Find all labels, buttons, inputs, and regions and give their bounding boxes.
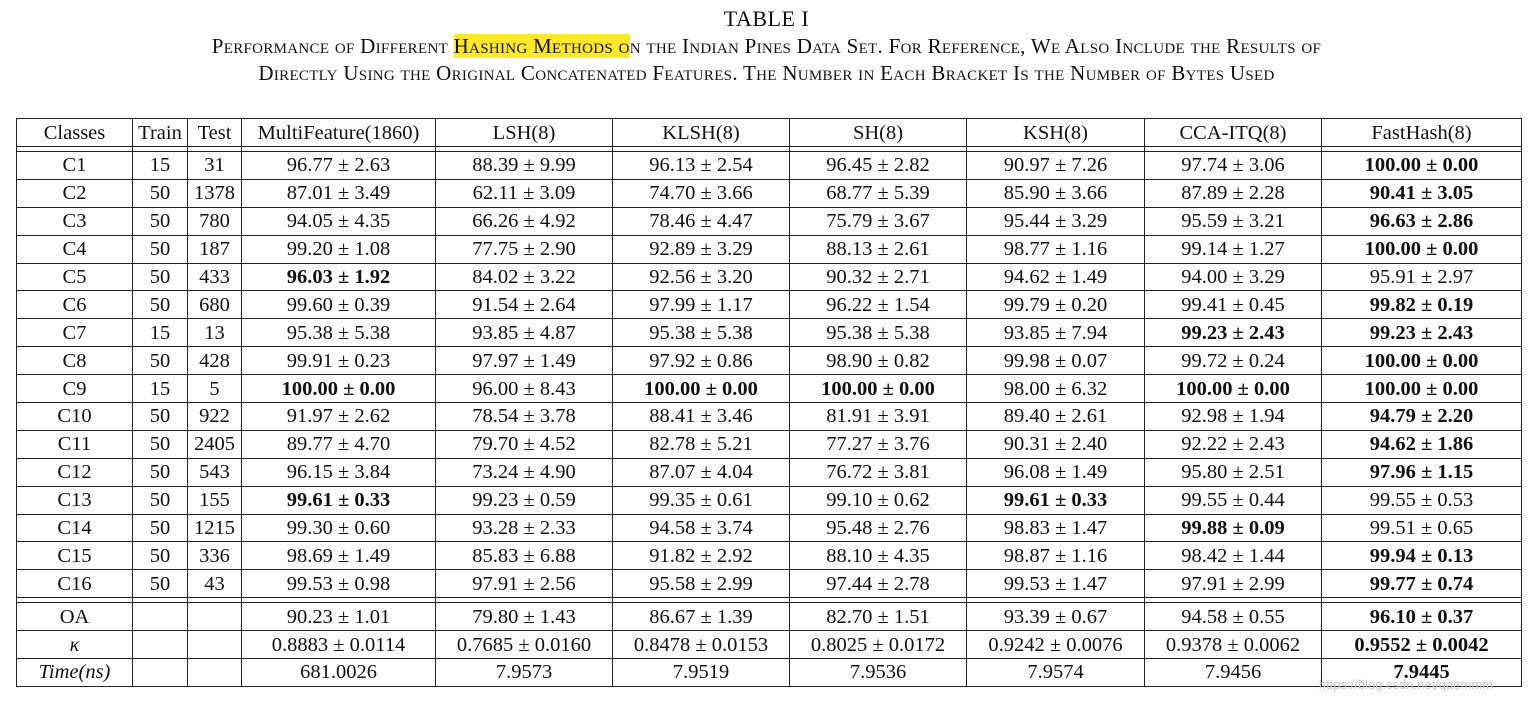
column-header: Train	[133, 119, 188, 147]
value-cell: 99.61 ± 0.33	[967, 486, 1145, 514]
value-cell: 97.97 ± 1.49	[436, 347, 613, 375]
value-cell: 98.69 ± 1.49	[242, 542, 436, 570]
value-cell: 88.13 ± 2.61	[790, 235, 967, 263]
value-cell: 7.9574	[967, 659, 1145, 687]
row-label: C13	[17, 486, 133, 514]
value-cell: 7.9456	[1145, 659, 1322, 687]
value-cell: 7.9573	[436, 659, 613, 687]
value-cell: 95.80 ± 2.51	[1145, 458, 1322, 486]
value-cell: 96.45 ± 2.82	[790, 152, 967, 180]
train-count: 15	[133, 319, 188, 347]
value-cell: 97.99 ± 1.17	[613, 291, 790, 319]
value-cell: 94.05 ± 4.35	[242, 207, 436, 235]
value-cell: 99.91 ± 0.23	[242, 347, 436, 375]
value-cell: 90.41 ± 3.05	[1322, 179, 1522, 207]
value-cell: 99.61 ± 0.33	[242, 486, 436, 514]
row-label: OA	[17, 603, 133, 631]
table-row	[17, 631, 1522, 659]
value-cell: 96.00 ± 8.43	[436, 375, 613, 403]
value-cell: 7.9519	[613, 659, 790, 687]
value-cell: 93.85 ± 7.94	[967, 319, 1145, 347]
column-header: Test	[188, 119, 242, 147]
value-cell: 95.59 ± 3.21	[1145, 207, 1322, 235]
value-cell: 94.58 ± 3.74	[613, 514, 790, 542]
table-row	[17, 263, 1522, 291]
value-cell: 92.56 ± 3.20	[613, 263, 790, 291]
test-count: 155	[188, 486, 242, 514]
test-count	[188, 659, 242, 687]
value-cell: 97.92 ± 0.86	[613, 347, 790, 375]
value-cell: 96.77 ± 2.63	[242, 152, 436, 180]
value-cell: 0.7685 ± 0.0160	[436, 631, 613, 659]
test-count: 543	[188, 458, 242, 486]
value-cell: 0.9378 ± 0.0062	[1145, 631, 1322, 659]
value-cell: 78.54 ± 3.78	[436, 403, 613, 431]
value-cell: 0.8025 ± 0.0172	[790, 631, 967, 659]
test-count	[188, 603, 242, 631]
value-cell: 99.55 ± 0.44	[1145, 486, 1322, 514]
value-cell: 99.35 ± 0.61	[613, 486, 790, 514]
value-cell: 79.80 ± 1.43	[436, 603, 613, 631]
table-row	[17, 570, 1522, 598]
value-cell: 94.58 ± 0.55	[1145, 603, 1322, 631]
test-count: 922	[188, 403, 242, 431]
table-row	[17, 319, 1522, 347]
value-cell: 77.27 ± 3.76	[790, 430, 967, 458]
value-cell: 89.77 ± 4.70	[242, 430, 436, 458]
test-count: 780	[188, 207, 242, 235]
value-cell: 95.44 ± 3.29	[967, 207, 1145, 235]
row-label: C12	[17, 458, 133, 486]
value-cell: 98.77 ± 1.16	[967, 235, 1145, 263]
train-count: 50	[133, 179, 188, 207]
test-count: 2405	[188, 430, 242, 458]
value-cell: 84.02 ± 3.22	[436, 263, 613, 291]
value-cell: 96.10 ± 0.37	[1322, 603, 1522, 631]
value-cell: 97.44 ± 2.78	[790, 570, 967, 598]
value-cell: 99.10 ± 0.62	[790, 486, 967, 514]
table-row	[17, 375, 1522, 403]
value-cell: 85.90 ± 3.66	[967, 179, 1145, 207]
value-cell: 97.91 ± 2.56	[436, 570, 613, 598]
value-cell: 95.38 ± 5.38	[790, 319, 967, 347]
value-cell: 91.97 ± 2.62	[242, 403, 436, 431]
test-count: 680	[188, 291, 242, 319]
table-title: TABLE I	[723, 6, 810, 31]
row-label: C5	[17, 263, 133, 291]
row-label: C11	[17, 430, 133, 458]
value-cell: 0.8883 ± 0.0114	[242, 631, 436, 659]
column-header: MultiFeature(1860)	[242, 119, 436, 147]
value-cell: 93.85 ± 4.87	[436, 319, 613, 347]
caption-text: n the Indian Pines Data Set. For Reference, We Also Include the Results of	[629, 34, 1322, 58]
column-header: FastHash(8)	[1322, 119, 1522, 147]
train-count: 15	[133, 375, 188, 403]
value-cell: 92.98 ± 1.94	[1145, 403, 1322, 431]
table-row	[17, 179, 1522, 207]
value-cell: 86.67 ± 1.39	[613, 603, 790, 631]
table-row	[17, 659, 1522, 687]
value-cell: 94.79 ± 2.20	[1322, 403, 1522, 431]
train-count: 15	[133, 152, 188, 180]
value-cell: 0.8478 ± 0.0153	[613, 631, 790, 659]
value-cell: 82.70 ± 1.51	[790, 603, 967, 631]
value-cell: 81.91 ± 3.91	[790, 403, 967, 431]
column-header: KSH(8)	[967, 119, 1145, 147]
value-cell: 94.00 ± 3.29	[1145, 263, 1322, 291]
value-cell: 681.0026	[242, 659, 436, 687]
value-cell: 79.70 ± 4.52	[436, 430, 613, 458]
table-row	[17, 430, 1522, 458]
value-cell: 96.22 ± 1.54	[790, 291, 967, 319]
value-cell: 98.42 ± 1.44	[1145, 542, 1322, 570]
train-count	[133, 603, 188, 631]
value-cell: 82.78 ± 5.21	[613, 430, 790, 458]
column-header: CCA-ITQ(8)	[1145, 119, 1322, 147]
test-count: 336	[188, 542, 242, 570]
train-count	[133, 659, 188, 687]
value-cell: 95.91 ± 2.97	[1322, 263, 1522, 291]
test-count: 31	[188, 152, 242, 180]
value-cell: 7.9445	[1322, 659, 1522, 687]
table-row	[17, 603, 1522, 631]
caption-line-1	[0, 34, 1533, 59]
value-cell: 99.23 ± 2.43	[1322, 319, 1522, 347]
value-cell: 99.77 ± 0.74	[1322, 570, 1522, 598]
value-cell: 94.62 ± 1.49	[967, 263, 1145, 291]
value-cell: 89.40 ± 2.61	[967, 403, 1145, 431]
value-cell: 62.11 ± 3.09	[436, 179, 613, 207]
results-table	[16, 118, 1522, 687]
train-count: 50	[133, 514, 188, 542]
value-cell: 97.74 ± 3.06	[1145, 152, 1322, 180]
train-count: 50	[133, 458, 188, 486]
value-cell: 73.24 ± 4.90	[436, 458, 613, 486]
row-label: C16	[17, 570, 133, 598]
test-count	[188, 631, 242, 659]
row-label: C8	[17, 347, 133, 375]
value-cell: 100.00 ± 0.00	[613, 375, 790, 403]
test-count: 1378	[188, 179, 242, 207]
test-count: 13	[188, 319, 242, 347]
train-count: 50	[133, 430, 188, 458]
row-label: C7	[17, 319, 133, 347]
value-cell: 96.13 ± 2.54	[613, 152, 790, 180]
train-count: 50	[133, 486, 188, 514]
value-cell: 95.58 ± 2.99	[613, 570, 790, 598]
value-cell: 90.32 ± 2.71	[790, 263, 967, 291]
column-header: KLSH(8)	[613, 119, 790, 147]
value-cell: 93.39 ± 0.67	[967, 603, 1145, 631]
value-cell: 78.46 ± 4.47	[613, 207, 790, 235]
test-count: 43	[188, 570, 242, 598]
table-row	[17, 152, 1522, 180]
value-cell: 74.70 ± 3.66	[613, 179, 790, 207]
value-cell: 90.97 ± 7.26	[967, 152, 1145, 180]
value-cell: 99.72 ± 0.24	[1145, 347, 1322, 375]
value-cell: 92.89 ± 3.29	[613, 235, 790, 263]
value-cell: 100.00 ± 0.00	[790, 375, 967, 403]
value-cell: 99.55 ± 0.53	[1322, 486, 1522, 514]
row-label: C15	[17, 542, 133, 570]
value-cell: 99.41 ± 0.45	[1145, 291, 1322, 319]
value-cell: 99.20 ± 1.08	[242, 235, 436, 263]
value-cell: 99.88 ± 0.09	[1145, 514, 1322, 542]
table-row	[17, 542, 1522, 570]
header-row	[17, 119, 1522, 147]
value-cell: 95.38 ± 5.38	[242, 319, 436, 347]
column-header: SH(8)	[790, 119, 967, 147]
value-cell: 93.28 ± 2.33	[436, 514, 613, 542]
value-cell: 68.77 ± 5.39	[790, 179, 967, 207]
row-label: C14	[17, 514, 133, 542]
row-label: C3	[17, 207, 133, 235]
value-cell: 99.60 ± 0.39	[242, 291, 436, 319]
train-count: 50	[133, 263, 188, 291]
value-cell: 99.53 ± 1.47	[967, 570, 1145, 598]
test-count: 187	[188, 235, 242, 263]
value-cell: 99.79 ± 0.20	[967, 291, 1145, 319]
value-cell: 99.53 ± 0.98	[242, 570, 436, 598]
value-cell: 97.91 ± 2.99	[1145, 570, 1322, 598]
table-row	[17, 458, 1522, 486]
test-count: 428	[188, 347, 242, 375]
value-cell: 100.00 ± 0.00	[1145, 375, 1322, 403]
value-cell: 99.23 ± 0.59	[436, 486, 613, 514]
value-cell: 0.9242 ± 0.0076	[967, 631, 1145, 659]
value-cell: 96.03 ± 1.92	[242, 263, 436, 291]
value-cell: 100.00 ± 0.00	[1322, 152, 1522, 180]
caption-line-2: Directly Using the Original Concatenated Features. The Number in Each Bracket Is the Number of Bytes Used	[258, 61, 1275, 85]
train-count: 50	[133, 235, 188, 263]
value-cell: 0.9552 ± 0.0042	[1322, 631, 1522, 659]
value-cell: 96.15 ± 3.84	[242, 458, 436, 486]
train-count: 50	[133, 347, 188, 375]
row-label: Time(ns)	[17, 659, 133, 687]
value-cell: 96.63 ± 2.86	[1322, 207, 1522, 235]
row-label: κ	[17, 631, 133, 659]
row-label: C2	[17, 179, 133, 207]
caption-text: Performance of Different	[211, 34, 454, 58]
value-cell: 99.30 ± 0.60	[242, 514, 436, 542]
caption-highlight: Hashing Methods o	[453, 34, 630, 58]
value-cell: 91.54 ± 2.64	[436, 291, 613, 319]
value-cell: 99.23 ± 2.43	[1145, 319, 1322, 347]
table-row	[17, 235, 1522, 263]
value-cell: 90.31 ± 2.40	[967, 430, 1145, 458]
value-cell: 99.98 ± 0.07	[967, 347, 1145, 375]
value-cell: 76.72 ± 3.81	[790, 458, 967, 486]
column-header: LSH(8)	[436, 119, 613, 147]
value-cell: 100.00 ± 0.00	[1322, 375, 1522, 403]
value-cell: 88.41 ± 3.46	[613, 403, 790, 431]
table-row	[17, 347, 1522, 375]
test-count: 433	[188, 263, 242, 291]
value-cell: 88.39 ± 9.99	[436, 152, 613, 180]
value-cell: 92.22 ± 2.43	[1145, 430, 1322, 458]
value-cell: 95.38 ± 5.38	[613, 319, 790, 347]
value-cell: 100.00 ± 0.00	[1322, 347, 1522, 375]
watermark: https://blog.csdn.net/qaemmm	[1318, 677, 1493, 692]
table-row	[17, 486, 1522, 514]
table-row	[17, 207, 1522, 235]
value-cell: 85.83 ± 6.88	[436, 542, 613, 570]
row-label: C9	[17, 375, 133, 403]
table-row	[17, 291, 1522, 319]
value-cell: 98.00 ± 6.32	[967, 375, 1145, 403]
value-cell: 99.94 ± 0.13	[1322, 542, 1522, 570]
row-label: C6	[17, 291, 133, 319]
test-count: 5	[188, 375, 242, 403]
train-count: 50	[133, 542, 188, 570]
value-cell: 75.79 ± 3.67	[790, 207, 967, 235]
value-cell: 98.90 ± 0.82	[790, 347, 967, 375]
value-cell: 87.89 ± 2.28	[1145, 179, 1322, 207]
value-cell: 90.23 ± 1.01	[242, 603, 436, 631]
value-cell: 97.96 ± 1.15	[1322, 458, 1522, 486]
value-cell: 91.82 ± 2.92	[613, 542, 790, 570]
table-row	[17, 514, 1522, 542]
value-cell: 7.9536	[790, 659, 967, 687]
value-cell: 96.08 ± 1.49	[967, 458, 1145, 486]
train-count: 50	[133, 291, 188, 319]
value-cell: 98.87 ± 1.16	[967, 542, 1145, 570]
value-cell: 99.51 ± 0.65	[1322, 514, 1522, 542]
row-label: C4	[17, 235, 133, 263]
test-count: 1215	[188, 514, 242, 542]
value-cell: 99.14 ± 1.27	[1145, 235, 1322, 263]
column-header: Classes	[17, 119, 133, 147]
value-cell: 100.00 ± 0.00	[1322, 235, 1522, 263]
value-cell: 87.07 ± 4.04	[613, 458, 790, 486]
table-row	[17, 403, 1522, 431]
value-cell: 77.75 ± 2.90	[436, 235, 613, 263]
value-cell: 100.00 ± 0.00	[242, 375, 436, 403]
value-cell: 94.62 ± 1.86	[1322, 430, 1522, 458]
value-cell: 95.48 ± 2.76	[790, 514, 967, 542]
train-count: 50	[133, 207, 188, 235]
train-count	[133, 631, 188, 659]
value-cell: 87.01 ± 3.49	[242, 179, 436, 207]
value-cell: 66.26 ± 4.92	[436, 207, 613, 235]
value-cell: 99.82 ± 0.19	[1322, 291, 1522, 319]
value-cell: 98.83 ± 1.47	[967, 514, 1145, 542]
train-count: 50	[133, 403, 188, 431]
row-label: C1	[17, 152, 133, 180]
row-label: C10	[17, 403, 133, 431]
value-cell: 88.10 ± 4.35	[790, 542, 967, 570]
train-count: 50	[133, 570, 188, 598]
